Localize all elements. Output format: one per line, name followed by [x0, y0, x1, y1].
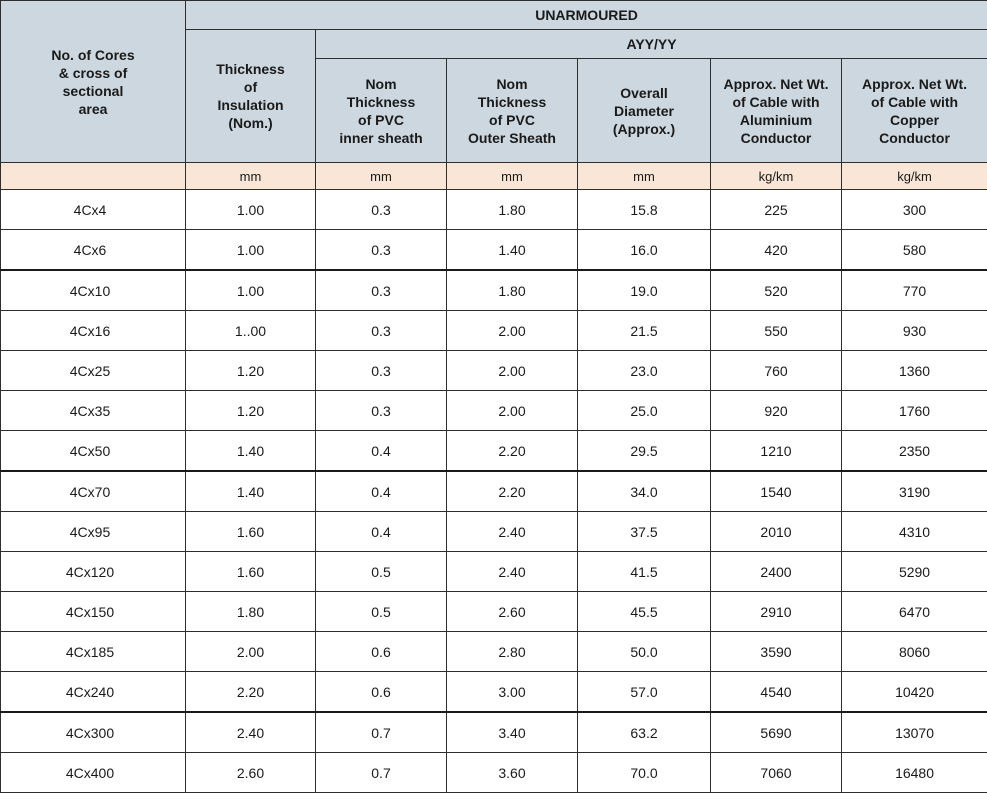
cell-insulation: 2.20 — [186, 672, 316, 713]
cell-weight-cu: 580 — [842, 230, 987, 271]
cell-cores: 4Cx16 — [1, 311, 186, 351]
cell-insulation: 1.80 — [186, 592, 316, 632]
unit-cell: mm — [186, 163, 316, 190]
cell-outer-sheath: 2.00 — [447, 391, 578, 431]
cell-weight-cu: 1760 — [842, 391, 987, 431]
cell-diameter: 45.5 — [578, 592, 711, 632]
unit-cell: kg/km — [842, 163, 987, 190]
cell-diameter: 23.0 — [578, 351, 711, 391]
column-header-cores: No. of Cores & cross of sectional area — [1, 1, 186, 163]
cell-insulation: 2.60 — [186, 753, 316, 793]
cell-diameter: 25.0 — [578, 391, 711, 431]
cell-insulation: 1.40 — [186, 471, 316, 512]
cell-inner-sheath: 0.4 — [316, 431, 447, 472]
cell-weight-cu: 3190 — [842, 471, 987, 512]
unit-cell: kg/km — [711, 163, 842, 190]
cell-weight-cu: 2350 — [842, 431, 987, 472]
cell-weight-al: 760 — [711, 351, 842, 391]
table-row — [1, 753, 987, 793]
cell-cores: 4Cx150 — [1, 592, 186, 632]
cell-weight-cu: 300 — [842, 190, 987, 230]
table-row — [1, 592, 987, 632]
cell-outer-sheath: 2.40 — [447, 512, 578, 552]
cell-insulation: 1.20 — [186, 391, 316, 431]
cell-outer-sheath: 2.60 — [447, 592, 578, 632]
cell-inner-sheath: 0.4 — [316, 512, 447, 552]
table-row — [1, 190, 987, 230]
cell-diameter: 21.5 — [578, 311, 711, 351]
cell-diameter: 16.0 — [578, 230, 711, 271]
cell-weight-cu: 4310 — [842, 512, 987, 552]
column-header-weight-aluminium: Approx. Net Wt. of Cable with Aluminium Conductor — [711, 59, 842, 163]
table-body — [1, 163, 987, 793]
cell-diameter: 19.0 — [578, 270, 711, 311]
cell-inner-sheath: 0.5 — [316, 552, 447, 592]
cell-outer-sheath: 1.40 — [447, 230, 578, 271]
cell-inner-sheath: 0.3 — [316, 311, 447, 351]
cell-outer-sheath: 3.40 — [447, 712, 578, 753]
cell-outer-sheath: 2.20 — [447, 471, 578, 512]
cell-cores: 4Cx10 — [1, 270, 186, 311]
unit-cell: mm — [447, 163, 578, 190]
table-row — [1, 391, 987, 431]
cell-outer-sheath: 2.80 — [447, 632, 578, 672]
cell-insulation: 2.00 — [186, 632, 316, 672]
cell-insulation: 1.00 — [186, 270, 316, 311]
cell-weight-al: 920 — [711, 391, 842, 431]
table-row — [1, 712, 987, 753]
cell-diameter: 34.0 — [578, 471, 711, 512]
cell-weight-al: 550 — [711, 311, 842, 351]
cell-diameter: 63.2 — [578, 712, 711, 753]
cell-cores: 4Cx400 — [1, 753, 186, 793]
column-header-insulation-thickness: Thickness of Insulation (Nom.) — [186, 30, 316, 163]
cell-weight-al: 3590 — [711, 632, 842, 672]
cell-cores: 4Cx185 — [1, 632, 186, 672]
group-header-unarmoured: UNARMOURED — [186, 1, 987, 30]
cell-insulation: 1.60 — [186, 512, 316, 552]
cell-insulation: 1.20 — [186, 351, 316, 391]
cell-weight-al: 5690 — [711, 712, 842, 753]
cell-cores: 4Cx95 — [1, 512, 186, 552]
cell-weight-cu: 10420 — [842, 672, 987, 713]
cell-weight-al: 2400 — [711, 552, 842, 592]
cell-inner-sheath: 0.5 — [316, 592, 447, 632]
cell-cores: 4Cx6 — [1, 230, 186, 271]
sub-header-ayy-yy: AYY/YY — [316, 30, 987, 59]
cell-weight-al: 7060 — [711, 753, 842, 793]
unit-cell — [1, 163, 186, 190]
cell-inner-sheath: 0.7 — [316, 712, 447, 753]
cell-inner-sheath: 0.3 — [316, 270, 447, 311]
cell-cores: 4Cx25 — [1, 351, 186, 391]
cell-insulation: 1.00 — [186, 230, 316, 271]
unit-cell: mm — [316, 163, 447, 190]
table-row — [1, 230, 987, 271]
cell-cores: 4Cx35 — [1, 391, 186, 431]
cell-inner-sheath: 0.3 — [316, 190, 447, 230]
cell-insulation: 1.00 — [186, 190, 316, 230]
cell-outer-sheath: 2.00 — [447, 351, 578, 391]
cell-weight-al: 1210 — [711, 431, 842, 472]
cell-outer-sheath: 2.40 — [447, 552, 578, 592]
cell-cores: 4Cx70 — [1, 471, 186, 512]
cell-outer-sheath: 3.00 — [447, 672, 578, 713]
table-row — [1, 552, 987, 592]
cell-inner-sheath: 0.4 — [316, 471, 447, 512]
column-header-outer-sheath: Nom Thickness of PVC Outer Sheath — [447, 59, 578, 163]
cell-inner-sheath: 0.3 — [316, 391, 447, 431]
table-row — [1, 351, 987, 391]
cell-cores: 4Cx300 — [1, 712, 186, 753]
cell-diameter: 29.5 — [578, 431, 711, 472]
cell-weight-cu: 770 — [842, 270, 987, 311]
column-header-weight-copper: Approx. Net Wt. of Cable with Copper Conductor — [842, 59, 987, 163]
cell-weight-cu: 8060 — [842, 632, 987, 672]
cell-outer-sheath: 2.20 — [447, 431, 578, 472]
cell-weight-cu: 13070 — [842, 712, 987, 753]
cell-cores: 4Cx240 — [1, 672, 186, 713]
cell-weight-al: 2010 — [711, 512, 842, 552]
cell-diameter: 41.5 — [578, 552, 711, 592]
cell-weight-al: 520 — [711, 270, 842, 311]
cell-insulation: 2.40 — [186, 712, 316, 753]
column-header-overall-diameter: Overall Diameter (Approx.) — [578, 59, 711, 163]
cell-weight-cu: 16480 — [842, 753, 987, 793]
cell-weight-al: 4540 — [711, 672, 842, 713]
table-row — [1, 471, 987, 512]
table-row — [1, 270, 987, 311]
cell-inner-sheath: 0.7 — [316, 753, 447, 793]
cell-weight-al: 1540 — [711, 471, 842, 512]
table-row — [1, 672, 987, 713]
cell-weight-al: 420 — [711, 230, 842, 271]
cell-weight-al: 225 — [711, 190, 842, 230]
cell-cores: 4Cx4 — [1, 190, 186, 230]
unit-cell: mm — [578, 163, 711, 190]
cell-insulation: 1.40 — [186, 431, 316, 472]
cell-weight-cu: 5290 — [842, 552, 987, 592]
cell-insulation: 1.60 — [186, 552, 316, 592]
cell-weight-cu: 1360 — [842, 351, 987, 391]
cell-weight-cu: 6470 — [842, 592, 987, 632]
cell-weight-al: 2910 — [711, 592, 842, 632]
cell-diameter: 70.0 — [578, 753, 711, 793]
cell-diameter: 15.8 — [578, 190, 711, 230]
cell-diameter: 37.5 — [578, 512, 711, 552]
cell-inner-sheath: 0.6 — [316, 672, 447, 713]
cell-diameter: 50.0 — [578, 632, 711, 672]
column-header-inner-sheath: Nom Thickness of PVC inner sheath — [316, 59, 447, 163]
table-row — [1, 512, 987, 552]
table-row — [1, 431, 987, 472]
cell-diameter: 57.0 — [578, 672, 711, 713]
cell-outer-sheath: 2.00 — [447, 311, 578, 351]
cell-outer-sheath: 3.60 — [447, 753, 578, 793]
cell-inner-sheath: 0.3 — [316, 230, 447, 271]
cell-inner-sheath: 0.3 — [316, 351, 447, 391]
cell-outer-sheath: 1.80 — [447, 270, 578, 311]
table-row — [1, 311, 987, 351]
table-row — [1, 632, 987, 672]
units-row — [1, 163, 987, 190]
cell-insulation: 1..00 — [186, 311, 316, 351]
cell-inner-sheath: 0.6 — [316, 632, 447, 672]
cell-cores: 4Cx50 — [1, 431, 186, 472]
cell-cores: 4Cx120 — [1, 552, 186, 592]
cell-weight-cu: 930 — [842, 311, 987, 351]
cell-outer-sheath: 1.80 — [447, 190, 578, 230]
